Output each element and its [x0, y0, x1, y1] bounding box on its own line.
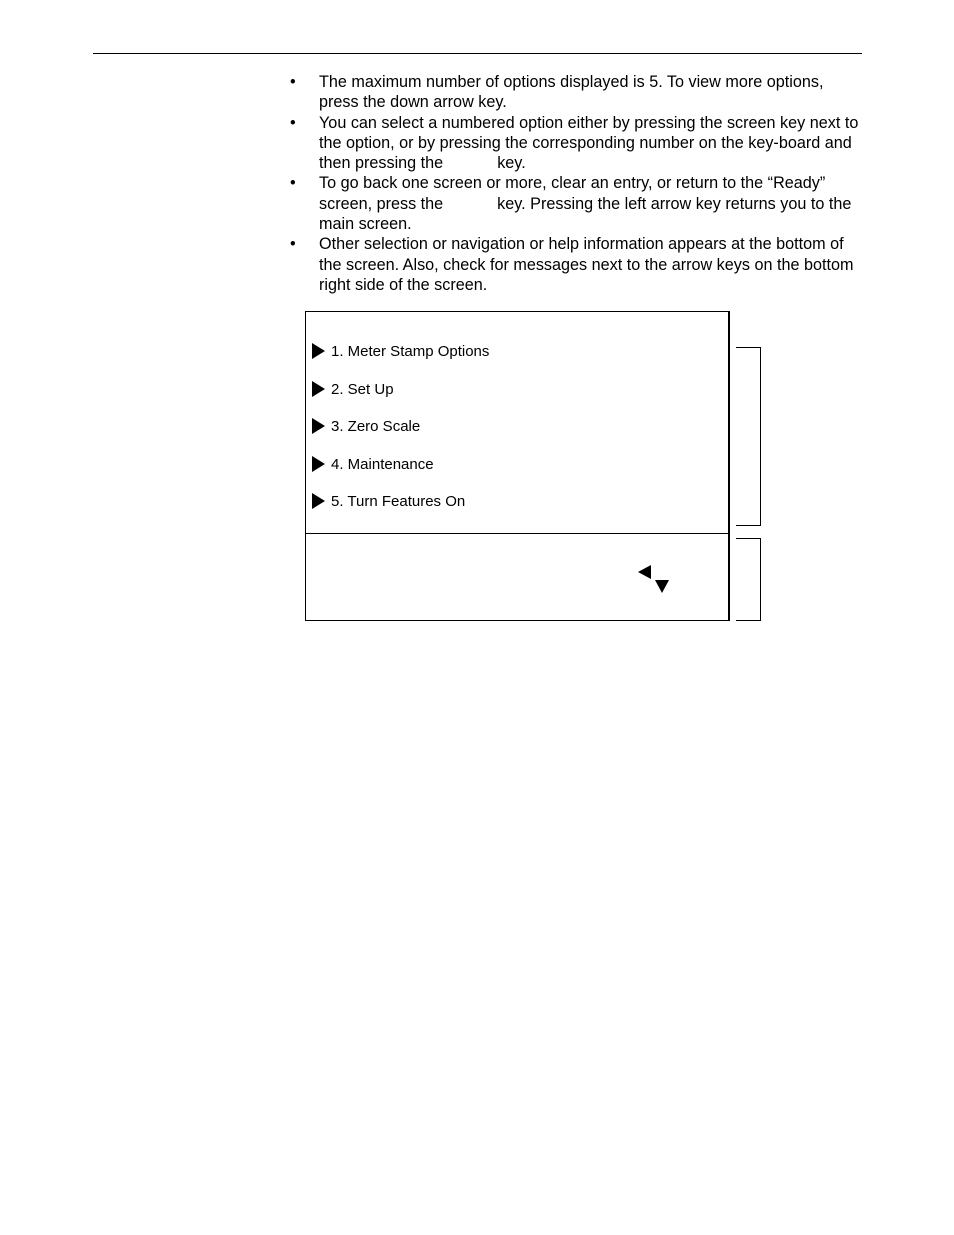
menu-item-label: 3. Zero Scale — [331, 418, 421, 435]
bullet-item — [285, 173, 865, 234]
menu-item-label: 2. Set Up — [331, 381, 394, 398]
menu-item-meter-stamp-options[interactable] — [312, 342, 489, 362]
options-area-bracket — [736, 347, 761, 526]
bullet-text: key. Pressing the left arrow key returns you to the main screen. — [319, 194, 852, 234]
instruction-list — [285, 72, 865, 295]
triangle-right-icon — [312, 493, 325, 509]
menu-item-turn-features-on[interactable] — [312, 492, 465, 512]
menu-item-label: 1. Meter Stamp Options — [331, 343, 490, 360]
triangle-right-icon — [312, 343, 325, 359]
menu-item-label: 5. Turn Features On — [331, 493, 466, 510]
menu-item-set-up[interactable] — [312, 380, 394, 400]
bullet-text: To go back one screen or more, clear an entry, or return to the “Ready” screen, press the — [319, 174, 826, 213]
arrow-left-icon[interactable] — [638, 565, 651, 579]
menu-item-zero-scale[interactable] — [312, 417, 420, 437]
triangle-right-icon — [312, 381, 325, 397]
header-rule — [93, 53, 862, 54]
bullet-marker: • — [290, 235, 296, 254]
screen-right-edge — [728, 311, 730, 621]
bullet-text: Other selection or navigation or help information appears at the bottom of the screen. Also, check for messages next to the arrow keys on the bottom right side of the screen. — [319, 235, 854, 294]
triangle-right-icon — [312, 456, 325, 472]
bullet-item — [285, 72, 865, 113]
bullet-text: The maximum number of options displayed is 5. To view more options, press the down arrow key. — [319, 73, 824, 112]
triangle-right-icon — [312, 418, 325, 434]
display-screen — [305, 311, 729, 621]
bullet-marker: • — [290, 73, 296, 91]
bullet-item — [285, 113, 865, 174]
bullet-marker: • — [290, 174, 296, 193]
screen-divider — [306, 533, 728, 534]
navigation-area-bracket — [736, 538, 761, 621]
bullet-item — [285, 234, 865, 295]
menu-item-maintenance[interactable] — [312, 455, 434, 475]
bullet-marker: • — [290, 113, 296, 132]
menu-item-label: 4. Maintenance — [331, 456, 434, 473]
bullet-text: You can select a numbered option either by pressing the screen key next to the option, or by pressing the corresponding number on the key-board and then pressing the — [319, 113, 859, 173]
bullet-text: key. — [497, 154, 526, 173]
arrow-down-icon[interactable] — [655, 580, 669, 593]
